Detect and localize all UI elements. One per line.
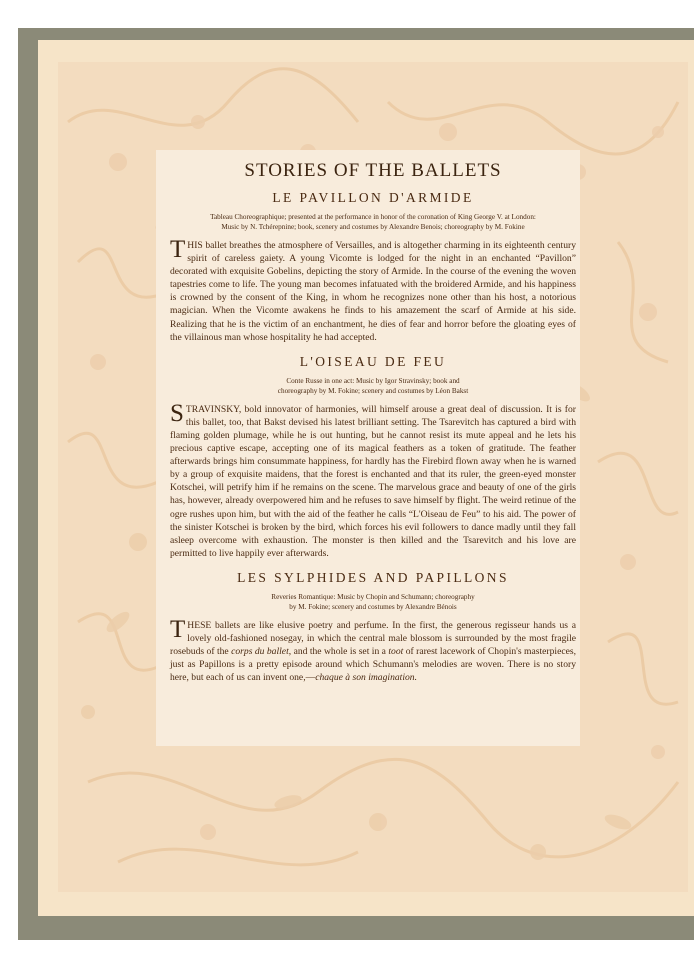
body-text-italic: toot <box>388 646 404 658</box>
section-heading-pavillon: LE PAVILLON D'ARMIDE <box>272 190 474 205</box>
section-heading-sylphides: LES SYLPHIDES AND PAPILLONS <box>237 569 509 585</box>
credits-line: Reveries Romantique: Music by Chopin and Schumann; choreography <box>271 592 475 601</box>
body-text-italic: chaque à son imagination. <box>315 672 417 684</box>
drop-cap: T <box>170 615 186 643</box>
body-text: of rarest lacework of Chopin's masterpieces, just as Papillons is a pretty episode around which Schumann's melodies are woven. There is no story here, but each of us can invent one,— <box>170 646 576 684</box>
section-credits-oiseau <box>170 376 576 396</box>
credits-line: choreography by M. Fokine; scenery and costumes by Léon Bakst <box>277 386 469 395</box>
section-credits-sylphides <box>170 592 576 612</box>
page-title: STORIES OF THE BALLETS <box>244 160 502 181</box>
article <box>170 160 576 694</box>
section-heading-oiseau: L'OISEAU DE FEU <box>299 353 447 369</box>
body-text: TRAVINSKY, bold innovator of harmonies, will himself arouse a great deal of discussion. It is for this ballet, too, that Bakst devised his latest brilliant setting. The Tsarevitch has captured a bird with flaming golden plumage, while he is out hunting, but he cannot resist its mute appeal and he lets his precious captive escape, accepting one of its magical feathers as a token of gratitude. The feather afterwards brings him consummate happiness, for hardly has the Firebird flown away when he is warned by a group of exquisite maidens, that the forest is enchanted and that its ruler, the green-eyed monster Kotschei, will petrify him if he remains on the scene. The marvelous grace and beauty of one of the girls has, however, already overpowered him and he refuses to save himself by flight. The weird retinue of the ogre rushes upon him, but with the aid of the feather he calls “L'Oiseau de Feu” to his aid. The power of the sinister Kotschei is broken by the bird, which forces his evil followers to dance madly until they fall asleep overcome with exhaustion. The monster is then killed and the Tsarevitch and his love are permitted to live happily ever afterwards. <box>170 403 576 559</box>
body-text-italic: corps du ballet <box>231 646 289 658</box>
drop-cap: S <box>170 399 184 427</box>
body-text: HESE ballets are like elusive poetry and perfume. In the first, the generous regisseur hands us a lovely old-fashioned nosegay, in which the central male blossom is surrounded by the most fragile rosebuds of the <box>170 619 576 658</box>
body-text: , and the whole is set in a <box>288 646 389 658</box>
body-text: HIS ballet breathes the atmosphere of Versailles, and is altogether charming in its eighteenth century spirit of careless gaiety. A young Vicomte is lodged for the night in an enchanted “Pavillon” decorated with exquisite Gobelins, depicting the story of Armide. In the course of the evening the woven tapestries come to life. The young man becomes infatuated with the broidered Armide, and his happiness is crowned by the consent of the King, in whom he recognizes none other than his host, a notorious magician. When the Vicomte awakens he finds to his amazement the scarf of Armide at his side. Realizing that he is the victim of an enchantment, he dies of fear and horror before the gloating eyes of the villainous man whose hospitality he had accepted. <box>170 240 576 343</box>
credits-line: Tableau Choreographique; presented at the performance in honor of the coronation of King George V. at London: <box>210 213 536 221</box>
credits-line: Music by N. Tchérepnine; book, scenery and costumes by Alexandre Benois; choreography by M. Fokine <box>221 223 525 231</box>
section-body-oiseau <box>170 399 576 560</box>
section-body-pavillon <box>170 236 576 344</box>
drop-cap: T <box>170 236 186 263</box>
section-body-sylphides <box>170 615 576 684</box>
credits-line: Conte Russe in one act: Music by Igor Stravinsky; book and <box>286 376 460 385</box>
credits-line: by M. Fokine; scenery and costumes by Alexandre Bénois <box>289 602 457 611</box>
section-credits-pavillon <box>170 212 576 232</box>
